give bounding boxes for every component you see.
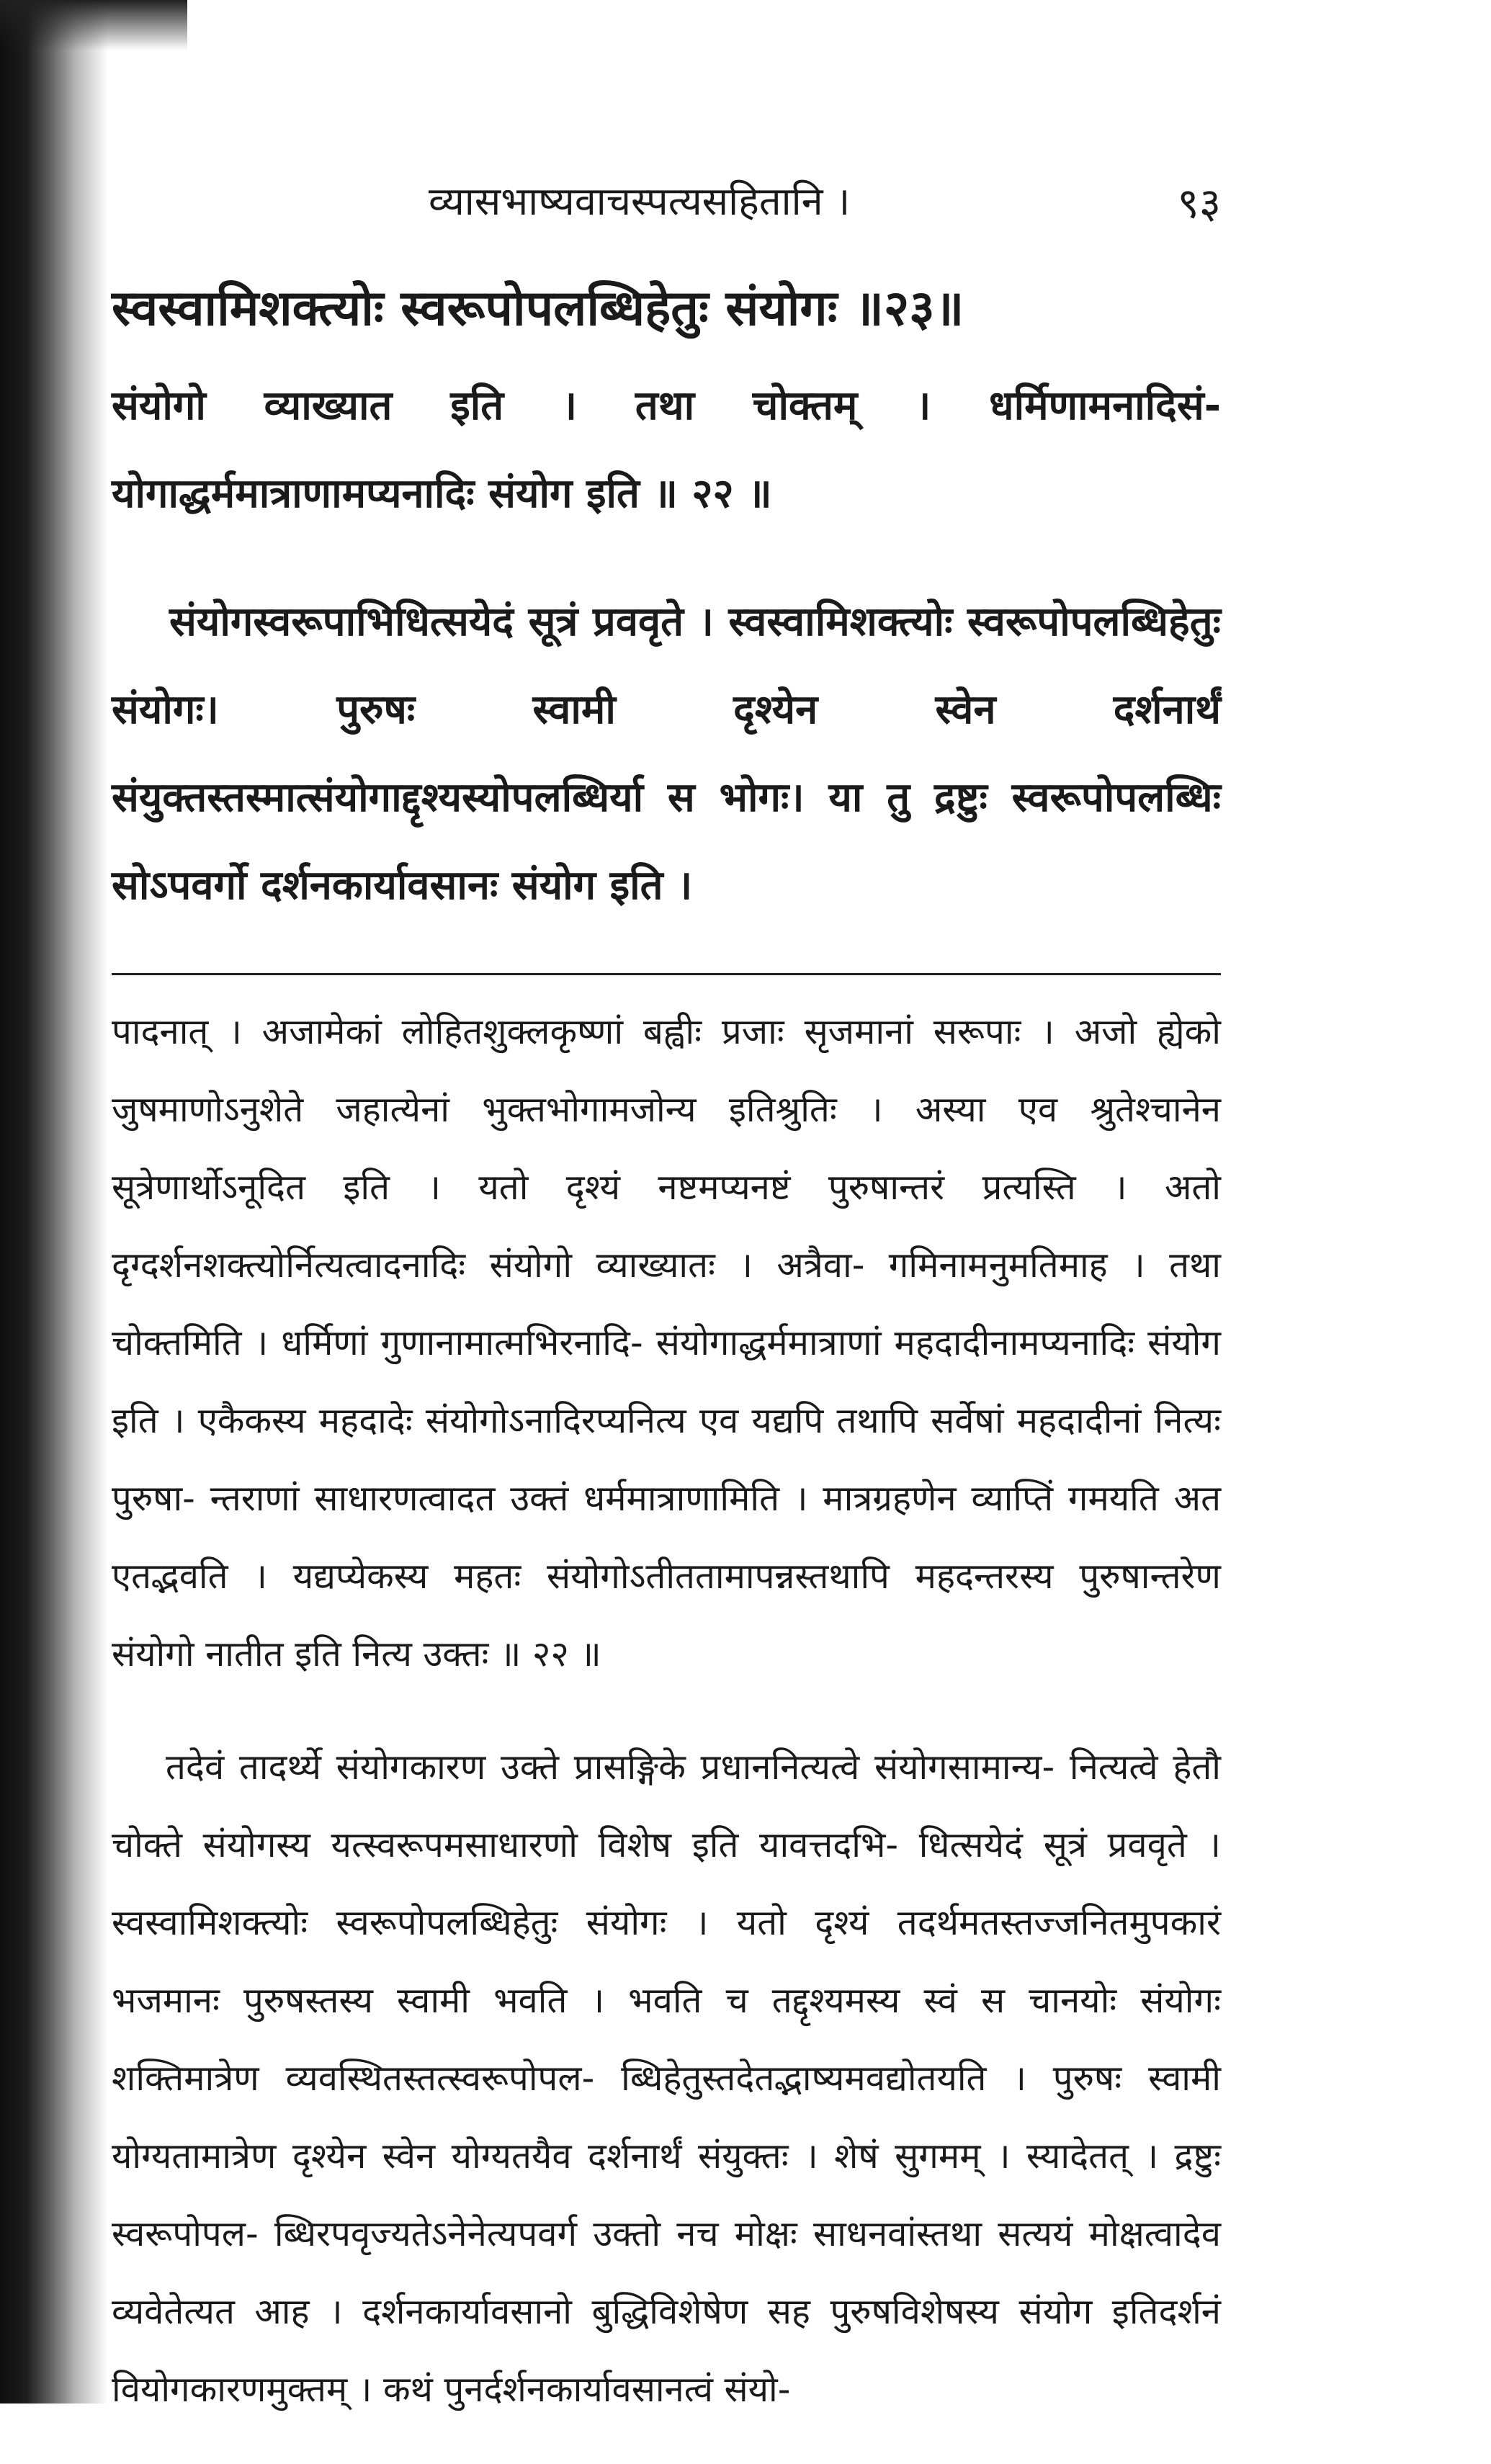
commentary-paragraph-1: पादनात् । अजामेकां लोहितशुक्लकृष्णां बह्वीः प्रजाः सृजमानां सरूपाः । अजो ह्येको जुषमाणोऽनुशेते जहात्येनां भुक्तभोगामजोन्य इतिश्रुतिः । अस्या एव श्रुतेश्चानेन सूत्रेणार्थोऽनूदित इति । यतो दृश्यं नष्टमप्यनष्टं पुरुषान्तरं प्रत्यस्ति । अतो दृग्दर्शनशक्त्योर्नित्यत्वादनादिः संयोगो व्याख्यातः । अत्रैवा- गमिनामनुमतिमाह । तथा चोक्तमिति । धर्मिणां गुणानामात्मभिरनादि- संयोगाद्धर्ममात्राणां महदादीनामप्यनादिः संयोग इति । एकैकस्य महदादेः संयोगोऽनादिरप्यनित्य एव यद्यपि तथापि सर्वेषां महदादीनां नित्यः पुरुषा- न्तराणां साधारणत्वादत उक्तं धर्ममात्राणामिति । मात्रग्रहणेन व्याप्तिं गमयति अत एतद्भवति । यद्यप्येकस्य महतः संयोगोऽतीततामापन्नस्तथापि महदन्तरस्य पुरुषान्तरेण संयोगो नातीत इति नित्य उक्तः ॥ २२ ॥ (112, 1011, 1221, 1675)
page-number: ९३ (1177, 179, 1221, 228)
running-header (112, 166, 1221, 238)
book-page (112, 166, 1221, 2464)
scan-shadow-edge (0, 0, 108, 2403)
scan-shadow-top (0, 0, 187, 50)
running-title: व्यासभाष्यवाचस्पत्यसहितानि । (429, 179, 851, 224)
commentary-paragraph-2: तदेवं तादर्थ्ये संयोगकारण उक्ते प्रासङ्गिके प्रधाननित्यत्वे संयोगसामान्य- नित्यत्वे हेतौ चोक्ते संयोगस्य यत्स्वरूपमसाधारणो विशेष इति यावत्तदभि- धित्सयेदं सूत्रं प्रववृते । स्वस्वामिशक्त्योः स्वरूपोपलब्धिहेतुः संयोगः । यतो दृश्यं तदर्थमतस्तज्जनितमुपकारं भजमानः पुरुषस्तस्य स्वामी भवति । भवति च तद्दृश्यमस्य स्वं स चानयोः संयोगः शक्तिमात्रेण व्यवस्थितस्तत्स्वरूपोपल- ब्धिहेतुस्तदेतद्भाष्यमवद्योतयति । पुरुषः स्वामी योग्यतामात्रेण दृश्येन स्वेन योग्यतयैव दर्शनार्थं संयुक्तः । शेषं सुगमम् । स्यादेतत् । द्रष्टुः स्वरूपोपल- ब्धिरपवृज्यतेऽनेनेत्यपवर्ग उक्तो नच मोक्षः साधनवांस्तथा सत्ययं मोक्षत्वादेव व्यवेतेत्यत आह । दर्शनकार्यावसानो बुद्धिविशेषेण सह पुरुषविशेषस्य संयोग इतिदर्शनं वियोगकारणमुक्तम् । कथं पुनर्दर्शनकार्यावसानत्वं संयो- (112, 1747, 1221, 2411)
sutra-heading: स्वस्वामिशक्त्योः स्वरूपोपलब्धिहेतुः संयोगः ॥२३॥ (112, 280, 964, 337)
bhashya-paragraph-2: संयोगस्वरूपाभिधित्सयेदं सूत्रं प्रववृते । स्वस्वामिशक्त्योः स्वरूपोपलब्धिहेतुः संयोगः। पुरुषः स्वामी दृश्येन स्वेन दर्शनार्थं संयुक्तस्तस्मात्संयोगाद्दृश्यस्योपलब्धिर्या स भोगः। या तु द्रष्टुः स्वरूपोपलब्धिः सोऽपवर्गो दर्शनकार्यावसानः संयोग इति । (112, 599, 1221, 910)
bhashya-paragraph-1: संयोगो व्याख्यात इति । तथा चोक्तम् । धर्मिणामनादिसं- योगाद्धर्ममात्राणामप्यनादिः संयोग इति ॥ २२ ॥ (112, 382, 1221, 518)
section-divider (112, 973, 1221, 975)
